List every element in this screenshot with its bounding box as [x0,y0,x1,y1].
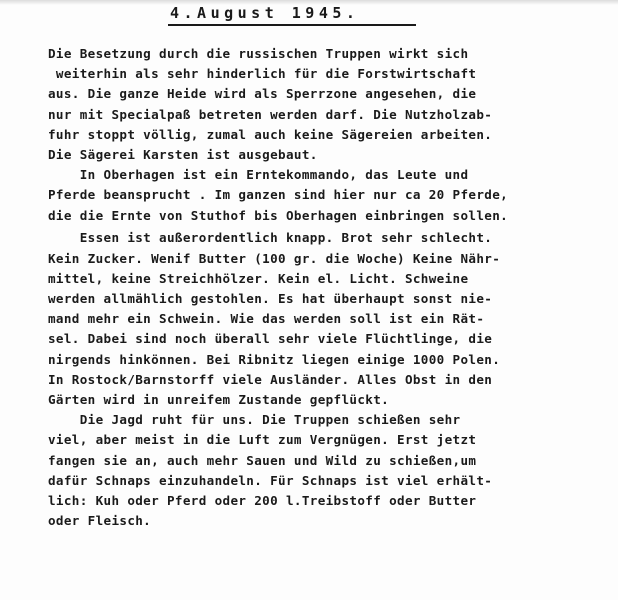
text-line: Die Jagd ruht für uns. Die Truppen schießen sehr [48,412,461,428]
text-line: Kein Zucker. Wenif Butter (100 gr. die Woche) Keine Nähr- [48,250,501,266]
text-line: dafür Schnaps einzuhandeln. Für Schnaps ist viel erhält- [48,472,493,488]
text-line: Die Sägerei Karsten ist ausgebaut. [48,146,318,162]
text-line: sel. Dabei sind noch überall sehr viele Flüchtlinge, die [48,331,493,347]
text-line: viel, aber meist in die Luft zum Vergnügen. Erst jetzt [48,432,477,448]
text-line: lich: Kuh oder Pferd oder 200 l.Treibstoff oder Butter [48,492,477,508]
text-line: mittel, keine Streichhölzer. Kein el. Licht. Schweine [48,270,469,286]
document-date-heading: 4.August 1945. [170,4,360,22]
text-line: fuhr stoppt völlig, zumal auch keine Sägereien arbeiten. [48,126,493,142]
text-line: mand mehr ein Schwein. Wie das werden soll ist ein Rät- [48,311,485,327]
text-line: die die Ernte von Stuthof bis Oberhagen einbringen sollen. [48,207,509,223]
text-line: aus. Die ganze Heide wird als Sperrzone angesehen, die [48,86,477,102]
date-underline [168,24,416,26]
text-line: fangen sie an, auch mehr Sauen und Wild zu schießen,um [48,452,477,468]
text-line: In Rostock/Barnstorff viele Ausländer. Alles Obst in den [48,371,493,387]
document-body [48,44,608,531]
text-line: oder Fleisch. [48,513,152,529]
text-line: Pferde beansprucht . Im ganzen sind hier nur ca 20 Pferde, [48,187,509,203]
text-line: Essen ist außerordentlich knapp. Brot sehr schlecht. [48,230,493,246]
text-line: weiterhin als sehr hinderlich für die Forstwirtschaft [48,66,477,82]
text-line: Die Besetzung durch die russischen Truppen wirkt sich [48,46,469,61]
text-line: nirgends hinkönnen. Bei Ribnitz liegen einige 1000 Polen. [48,351,501,367]
text-line: In Oberhagen ist ein Erntekommando, das Leute und [48,167,469,183]
text-line: Gärten wird in unreifem Zustande gepflückt. [48,391,390,407]
text-line: werden allmählich gestohlen. Es hat überhaupt sonst nie- [48,291,493,307]
text-line: nur mit Specialpaß betreten werden darf. Die Nutzholzab- [48,106,493,122]
